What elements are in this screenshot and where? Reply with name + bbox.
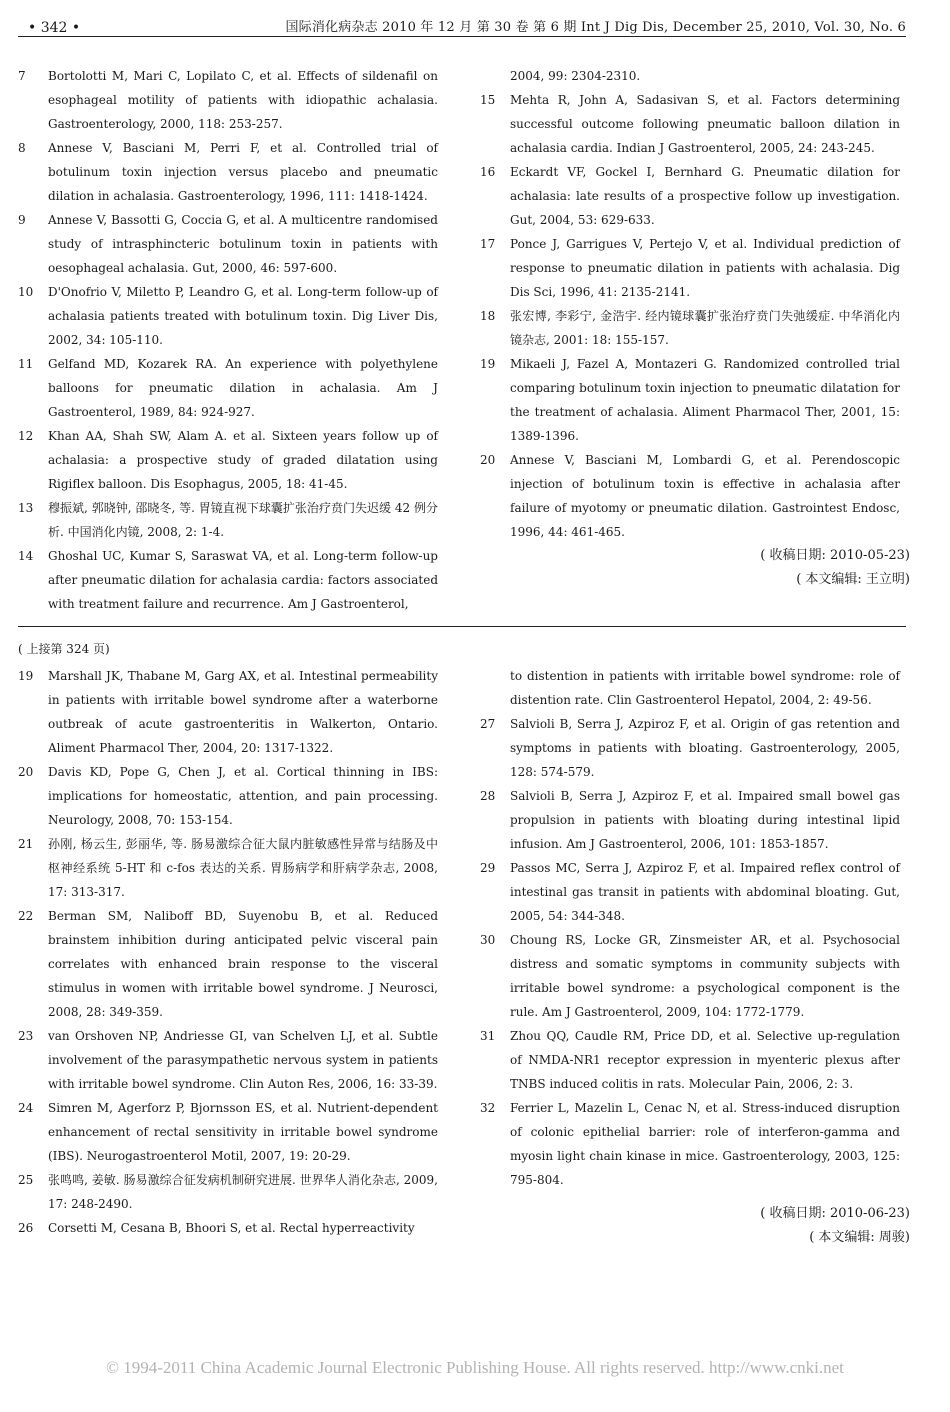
bottom-left-column	[18, 664, 438, 1240]
reference-number: 23	[18, 1029, 34, 1043]
top-left-column	[18, 64, 438, 616]
reference-number: 20	[480, 453, 496, 467]
reference-text: 张鸣鸣, 姜敏. 肠易激综合征发病机制研究进展. 世界华人消化杂志, 2009, 17: 248-2490.	[48, 1173, 438, 1211]
reference-number: 17	[480, 237, 496, 251]
journal-citation: 国际消化病杂志 2010 年 12 月 第 30 卷 第 6 期 Int J Dig Dis, December 25, 2010, Vol. 30, No. 6	[285, 20, 906, 35]
reference-text: Ferrier L, Mazelin L, Cenac N, et al. Stress-induced disruption of colonic epithelial barrier: role of interferon-gamma and myosin light chain kinase in mice. Gastroenterology, 2003, 125: 795-804.	[510, 1101, 900, 1187]
page-number: • 342 •	[28, 20, 81, 36]
reference-number: 9	[18, 213, 26, 227]
received-date: ( 收稿日期: 2010-05-23)	[760, 548, 910, 563]
reference-item	[480, 928, 900, 1024]
reference-item	[480, 856, 900, 928]
reference-item	[18, 904, 438, 1024]
editor-note: ( 本文编辑: 周骏)	[809, 1230, 910, 1245]
section-divider	[18, 626, 906, 627]
reference-text: Annese V, Basciani M, Lombardi G, et al. Perendoscopic injection of botulinum toxin is effective in achalasia after failure of myotomy or pneumatic dilation. Gastrointest Endosc, 1996, 44: 461-465.	[510, 453, 900, 539]
reference-text: 穆振斌, 郭晓钟, 邵晓冬, 等. 胃镜直视下球囊扩张治疗贲门失迟缓 42 例分析. 中国消化内镜, 2008, 2: 1-4.	[48, 501, 438, 539]
received-date: ( 收稿日期: 2010-06-23)	[760, 1206, 910, 1221]
reference-item	[18, 544, 438, 616]
reference-text: Gelfand MD, Kozarek RA. An experience with polyethylene balloons for pneumatic dilation in achalasia. Am J Gastroenterol, 1989, 84: 924-927.	[48, 357, 438, 419]
reference-number: 24	[18, 1101, 34, 1115]
reference-number: 30	[480, 933, 496, 947]
reference-item	[480, 232, 900, 304]
reference-number: 20	[18, 765, 34, 779]
reference-text: 2004, 99: 2304-2310.	[510, 69, 641, 83]
reference-item	[18, 136, 438, 208]
reference-text: Salvioli B, Serra J, Azpiroz F, et al. Impaired small bowel gas propulsion in patients with bloating during intestinal lipid infusion. Am J Gastroenterol, 2006, 101: 1853-1857.	[510, 789, 900, 851]
reference-number: 15	[480, 93, 496, 107]
reference-number: 19	[480, 357, 496, 371]
reference-text: Davis KD, Pope G, Chen J, et al. Cortical thinning in IBS: implications for homeostatic, attention, and pain processing. Neurology, 2008, 70: 153-154.	[48, 765, 438, 827]
reference-number: 16	[480, 165, 496, 179]
reference-item	[480, 352, 900, 448]
reference-item	[18, 832, 438, 904]
reference-number: 31	[480, 1029, 496, 1043]
reference-item	[480, 1024, 900, 1096]
reference-number: 27	[480, 717, 496, 731]
reference-text: Mikaeli J, Fazel A, Montazeri G. Randomized controlled trial comparing botulinum toxin injection to pneumatic dilatation for the treatment of achalasia. Aliment Pharmacol Ther, 2001, 15: 1389-1396.	[510, 357, 900, 443]
reference-item	[480, 64, 900, 88]
reference-item	[18, 1168, 438, 1216]
reference-number: 14	[18, 549, 34, 563]
reference-item	[480, 304, 900, 352]
reference-text: Mehta R, John A, Sadasivan S, et al. Factors determining successful outcome following pneumatic balloon dilation in achalasia cardia. Indian J Gastroenterol, 2005, 24: 243-245.	[510, 93, 900, 155]
reference-number: 21	[18, 837, 34, 851]
reference-item	[18, 424, 438, 496]
reference-text: Choung RS, Locke GR, Zinsmeister AR, et al. Psychosocial distress and somatic symptoms in community subjects with irritable bowel syndrome: a psychological component is the rule. Am J Gastroenterol, 2009, 104: 1772-1779.	[510, 933, 900, 1019]
reference-text: 孙刚, 杨云生, 彭丽华, 等. 肠易激综合征大鼠内脏敏感性异常与结肠及中枢神经系统 5-HT 和 c-fos 表达的关系. 胃肠病学和肝病学杂志, 2008, 17: 313-317.	[48, 837, 438, 899]
reference-text: D'Onofrio V, Miletto P, Leandro G, et al. Long-term follow-up of achalasia patients treated with botulinum toxin. Dig Liver Dis, 2002, 34: 105-110.	[48, 285, 438, 347]
reference-text: Corsetti M, Cesana B, Bhoori S, et al. Rectal hyperreactivity	[48, 1221, 415, 1235]
reference-item	[18, 1096, 438, 1168]
reference-item	[480, 784, 900, 856]
reference-number: 32	[480, 1101, 496, 1115]
reference-item	[480, 448, 900, 544]
reference-item	[480, 712, 900, 784]
continued-note: ( 上接第 324 页)	[18, 642, 110, 656]
reference-item	[480, 88, 900, 160]
reference-number: 8	[18, 141, 26, 155]
top-article-dates	[760, 544, 910, 592]
reference-text: Annese V, Bassotti G, Coccia G, et al. A multicentre randomised study of intrasphincteric botulinum toxin in patients with oesophageal achalasia. Gut, 2000, 46: 597-600.	[48, 213, 438, 275]
reference-item	[18, 208, 438, 280]
reference-text: van Orshoven NP, Andriesse GI, van Schelven LJ, et al. Subtle involvement of the parasympathetic nervous system in patients with irritable bowel syndrome. Clin Auton Res, 2006, 16: 33-39.	[48, 1029, 438, 1091]
editor-note: ( 本文编辑: 王立明)	[796, 572, 910, 587]
reference-number: 29	[480, 861, 496, 875]
reference-number: 10	[18, 285, 34, 299]
reference-number: 12	[18, 429, 34, 443]
reference-item	[18, 1216, 438, 1240]
reference-text: Passos MC, Serra J, Azpiroz F, et al. Impaired reflex control of intestinal gas transit in patients with abdominal bloating. Gut, 2005, 54: 344-348.	[510, 861, 900, 923]
running-header	[18, 14, 906, 37]
reference-item	[18, 1024, 438, 1096]
reference-text: Eckardt VF, Gockel I, Bernhard G. Pneumatic dilation for achalasia: late results of a prospective follow up investigation. Gut, 2004, 53: 629-633.	[510, 165, 900, 227]
reference-number: 19	[18, 669, 34, 683]
reference-text: Khan AA, Shah SW, Alam A. et al. Sixteen years follow up of achalasia: a prospective study of graded dilatation using Rigiflex balloon. Dis Esophagus, 2005, 18: 41-45.	[48, 429, 438, 491]
reference-number: 26	[18, 1221, 34, 1235]
reference-text: Salvioli B, Serra J, Azpiroz F, et al. Origin of gas retention and symptoms in patients with bloating. Gastroenterology, 2005, 128: 574-579.	[510, 717, 900, 779]
reference-number: 13	[18, 501, 34, 515]
reference-item	[18, 280, 438, 352]
reference-text: to distention in patients with irritable bowel syndrome: role of distention rate. Clin Gastroenterol Hepatol, 2004, 2: 49-56.	[510, 669, 900, 707]
reference-item	[480, 160, 900, 232]
reference-text: Ghoshal UC, Kumar S, Saraswat VA, et al. Long-term follow-up after pneumatic dilation for achalasia cardia: factors associated with treatment failure and recurrence. Am J Gastroenterol,	[48, 549, 438, 611]
reference-text: 张宏博, 李彩宁, 金浩宇. 经内镜球囊扩张治疗贲门失弛缓症. 中华消化内镜杂志, 2001: 18: 155-157.	[510, 309, 900, 347]
reference-item	[18, 760, 438, 832]
top-right-column	[480, 64, 900, 544]
reference-text: Ponce J, Garrigues V, Pertejo V, et al. Individual prediction of response to pneumatic dilation in patients with achalasia. Dig Dis Sci, 1996, 41: 2135-2141.	[510, 237, 900, 299]
reference-number: 11	[18, 357, 34, 371]
reference-item	[18, 64, 438, 136]
reference-item	[18, 352, 438, 424]
reference-text: Simren M, Agerforz P, Bjornsson ES, et al. Nutrient-dependent enhancement of rectal sensitivity in irritable bowel syndrome (IBS). Neurogastroenterol Motil, 2007, 19: 20-29.	[48, 1101, 438, 1163]
reference-number: 18	[480, 309, 496, 323]
copyright-footer: © 1994-2011 China Academic Journal Electronic Publishing House. All rights reserved. http://www.cnki.net	[106, 1358, 844, 1377]
reference-item	[480, 664, 900, 712]
reference-item	[480, 1096, 900, 1192]
reference-text: Bortolotti M, Mari C, Lopilato C, et al. Effects of sildenafil on esophageal motility of patients with idiopathic achalasia. Gastroenterology, 2000, 118: 253-257.	[48, 69, 438, 131]
reference-text: Zhou QQ, Caudle RM, Price DD, et al. Selective up-regulation of NMDA-NR1 receptor expression in myenteric plexus after TNBS induced colitis in rats. Molecular Pain, 2006, 2: 3.	[510, 1029, 900, 1091]
reference-item	[18, 664, 438, 760]
reference-number: 7	[18, 69, 26, 83]
reference-text: Annese V, Basciani M, Perri F, et al. Controlled trial of botulinum toxin injection versus placebo and pneumatic dilation in achalasia. Gastroenterology, 1996, 111: 1418-1424.	[48, 141, 438, 203]
reference-text: Berman SM, Naliboff BD, Suyenobu B, et al. Reduced brainstem inhibition during anticipated pelvic visceral pain correlates with enhanced brain response to the visceral stimulus in women with irritable bowel syndrome. J Neurosci, 2008, 28: 349-359.	[48, 909, 438, 1019]
bottom-article-dates	[760, 1202, 910, 1250]
reference-number: 22	[18, 909, 34, 923]
reference-number: 28	[480, 789, 496, 803]
reference-item	[18, 496, 438, 544]
reference-text: Marshall JK, Thabane M, Garg AX, et al. Intestinal permeability in patients with irritable bowel syndrome after a waterborne outbreak of acute gastroenteritis in Walkerton, Ontario. Aliment Pharmacol Ther, 2004, 20: 1317-1322.	[48, 669, 438, 755]
bottom-right-column	[480, 664, 900, 1192]
reference-number: 25	[18, 1173, 34, 1187]
